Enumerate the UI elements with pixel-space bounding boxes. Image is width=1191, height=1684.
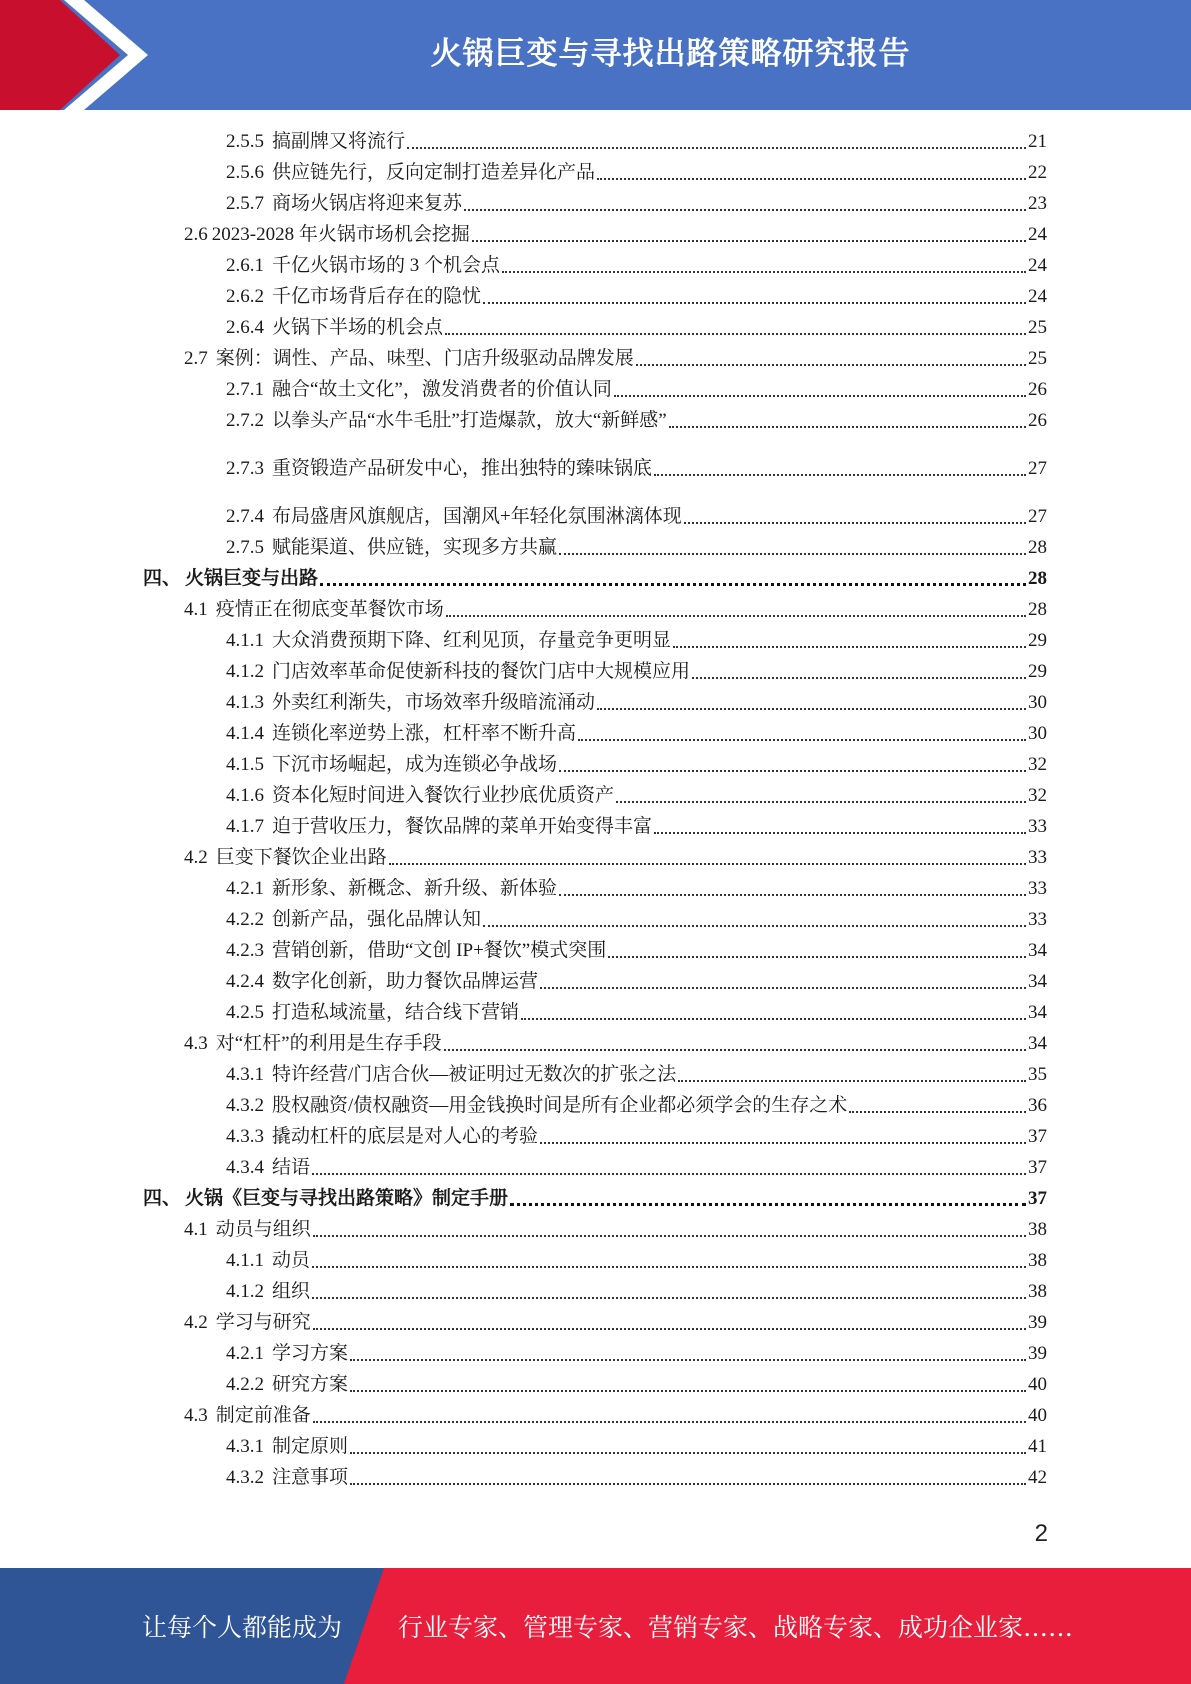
toc-entry-page: 37	[1028, 1157, 1047, 1178]
toc-entry-page: 29	[1028, 630, 1047, 651]
toc-entry-number: 2.7.4	[226, 506, 264, 527]
toc-entry[interactable]	[226, 1340, 1047, 1368]
toc-dot-leader	[597, 177, 1026, 180]
toc-entry[interactable]	[226, 1278, 1047, 1306]
toc-entry[interactable]	[226, 782, 1047, 810]
toc-entry-page: 29	[1028, 661, 1047, 682]
toc-entry-title: 火锅下半场的机会点	[272, 317, 444, 338]
toc-entry-page: 24	[1028, 224, 1047, 245]
toc-entry-page: 23	[1028, 193, 1047, 214]
toc-entry-number: 4.3.3	[226, 1126, 264, 1147]
toc-entry-number: 2.6.2	[226, 286, 264, 307]
toc-entry-number: 四、	[143, 1188, 182, 1209]
toc-entry-title: 学习与研究	[215, 1312, 311, 1333]
toc-entry-number: 2.7	[184, 348, 208, 369]
toc-dot-leader	[616, 800, 1026, 803]
toc-entry-page: 33	[1028, 878, 1047, 899]
toc-entry-page: 25	[1028, 317, 1047, 338]
toc-entry-number: 4.3.1	[226, 1064, 264, 1085]
page-header	[0, 0, 1191, 110]
toc-entry-title: 新形象、新概念、新升级、新体验	[272, 878, 558, 899]
toc-entry-page: 41	[1028, 1436, 1047, 1457]
toc-entry[interactable]	[184, 1216, 1047, 1244]
toc-entry-page: 33	[1028, 847, 1047, 868]
toc-entry-title: 以拳头产品“水牛毛肚”打造爆款，放大“新鲜感”	[272, 410, 667, 431]
toc-entry[interactable]	[184, 596, 1047, 624]
toc-entry-title: 对“杠杆”的利用是生存手段	[215, 1033, 442, 1054]
toc-entry-title: 搞副牌又将流行	[272, 131, 406, 152]
toc-entry-number: 2.7.3	[226, 458, 264, 479]
toc-dot-leader	[614, 394, 1026, 397]
toc-entry-page: 25	[1028, 348, 1047, 369]
toc-entry[interactable]	[226, 1464, 1047, 1492]
toc-entry-number: 4.1.6	[226, 785, 264, 806]
toc-dot-leader	[472, 239, 1026, 242]
toc-entry-number: 4.1.2	[226, 661, 264, 682]
toc-entry-page: 26	[1028, 379, 1047, 400]
toc-entry[interactable]	[226, 875, 1047, 903]
toc-entry-number: 4.3.4	[226, 1157, 264, 1178]
toc-dot-leader	[692, 676, 1026, 679]
toc-entry-title: 制定前准备	[215, 1405, 311, 1426]
toc-entry[interactable]	[226, 1371, 1047, 1399]
toc-entry[interactable]	[226, 252, 1047, 280]
toc-entry-title: 连锁化率逆势上涨，杠杆率不断升高	[272, 723, 577, 744]
toc-entry-page: 22	[1028, 162, 1047, 183]
toc-entry-page: 42	[1028, 1467, 1047, 1488]
toc-entry[interactable]	[226, 1061, 1047, 1089]
toc-dot-leader	[464, 208, 1026, 211]
toc-entry-page: 40	[1028, 1405, 1047, 1426]
toc-entry-page: 34	[1028, 1033, 1047, 1054]
toc-entry-page: 34	[1028, 971, 1047, 992]
toc-dot-leader	[312, 1296, 1026, 1299]
toc-entry-page: 39	[1028, 1312, 1047, 1333]
toc-entry[interactable]	[226, 128, 1047, 156]
toc-dot-leader	[312, 1172, 1026, 1175]
toc-entry-title: 结语	[272, 1157, 311, 1178]
toc-entry-number: 4.1	[184, 1219, 208, 1240]
toc-entry-number: 2.5.7	[226, 193, 264, 214]
toc-entry-title: 制定原则	[272, 1436, 349, 1457]
toc-dot-leader	[483, 301, 1026, 304]
toc-dot-leader	[407, 146, 1026, 149]
toc-entry-number: 4.1.3	[226, 692, 264, 713]
toc-entry-number: 4.3.2	[226, 1095, 264, 1116]
toc-entry-page: 38	[1028, 1281, 1047, 1302]
toc-entry-title: 研究方案	[272, 1374, 349, 1395]
toc-dot-leader	[389, 862, 1026, 865]
toc-dot-leader	[350, 1482, 1026, 1485]
toc-dot-leader	[510, 1202, 1026, 1206]
toc-entry-number: 4.3.1	[226, 1436, 264, 1457]
toc-entry-number: 4.3	[184, 1405, 208, 1426]
toc-entry-page: 37	[1028, 1188, 1047, 1209]
toc-entry-title: 数字化创新，助力餐饮品牌运营	[272, 971, 539, 992]
toc-entry-title: 火锅巨变与出路	[185, 568, 319, 589]
toc-entry[interactable]	[226, 968, 1047, 996]
toc-entry-number: 2.5.6	[226, 162, 264, 183]
toc-dot-leader	[502, 270, 1026, 273]
toc-dot-leader	[559, 893, 1026, 896]
toc-dot-leader	[445, 332, 1026, 335]
toc-entry-title: 融合“故土文化”，激发消费者的价值认同	[272, 379, 612, 400]
toc-dot-leader	[669, 425, 1026, 428]
toc-dot-leader	[673, 645, 1026, 648]
toc-entry-page: 30	[1028, 692, 1047, 713]
toc-entry[interactable]	[226, 689, 1047, 717]
toc-entry-page: 38	[1028, 1219, 1047, 1240]
toc-entry-number: 4.2.1	[226, 878, 264, 899]
toc-dot-leader	[654, 831, 1026, 834]
toc-entry-number: 4.1.1	[226, 630, 264, 651]
toc-dot-leader	[483, 924, 1026, 927]
toc-entry-page: 32	[1028, 754, 1047, 775]
toc-entry-title: 大众消费预期下降、红利见顶，存量竞争更明显	[272, 630, 672, 651]
toc-entry[interactable]	[226, 455, 1047, 483]
toc-entry-number: 四、	[143, 568, 182, 589]
toc-entry-title: 赋能渠道、供应链，实现多方共赢	[272, 537, 558, 558]
toc-entry-title: 下沉市场崛起，成为连锁必争战场	[272, 754, 558, 775]
toc-entry-number: 4.2.1	[226, 1343, 264, 1364]
toc-entry[interactable]	[226, 1092, 1047, 1120]
toc-dot-leader	[578, 738, 1026, 741]
toc-dot-leader	[559, 769, 1026, 772]
toc-entry-title: 火锅《巨变与寻找出路策略》制定手册	[185, 1188, 509, 1209]
footer-slogan-right: 行业专家、管理专家、营销专家、战略专家、成功企业家……	[398, 1613, 1074, 1642]
toc-entry[interactable]	[226, 1123, 1047, 1151]
document-title: 火锅巨变与寻找出路策略研究报告	[430, 36, 911, 72]
toc-entry-number: 2.7.5	[226, 537, 264, 558]
toc-entry-number: 2.6.1	[226, 255, 264, 276]
toc-entry-title: 外卖红利渐失，市场效率升级暗流涌动	[272, 692, 596, 713]
toc-entry[interactable]	[226, 283, 1047, 311]
toc-entry-number: 2.7.1	[226, 379, 264, 400]
toc-entry[interactable]	[143, 565, 1047, 593]
toc-entry-number: 4.1.4	[226, 723, 264, 744]
toc-entry[interactable]	[226, 534, 1047, 562]
toc-entry[interactable]	[184, 1309, 1047, 1337]
toc-entry-number: 4.1	[184, 599, 208, 620]
toc-dot-leader	[313, 1420, 1026, 1423]
toc-entry-number: 4.3	[184, 1033, 208, 1054]
toc-entry-number: 4.2	[184, 847, 208, 868]
toc-dot-leader	[350, 1451, 1026, 1454]
toc-entry-page: 35	[1028, 1064, 1047, 1085]
toc-entry-page: 32	[1028, 785, 1047, 806]
toc-entry-page: 28	[1028, 568, 1047, 589]
toc-dot-leader	[678, 1079, 1026, 1082]
toc-dot-leader	[320, 582, 1026, 586]
toc-entry-page: 28	[1028, 537, 1047, 558]
toc-entry-number: 4.1.7	[226, 816, 264, 837]
toc-entry-title: 撬动杠杆的底层是对人心的考验	[272, 1126, 539, 1147]
toc-entry-page: 24	[1028, 255, 1047, 276]
toc-entry[interactable]	[226, 407, 1047, 435]
toc-entry-number: 2.5.5	[226, 131, 264, 152]
toc-dot-leader	[597, 707, 1026, 710]
toc-entry-title: 商场火锅店将迎来复苏	[272, 193, 463, 214]
toc-entry[interactable]	[226, 376, 1047, 404]
toc-dot-leader	[444, 1048, 1026, 1051]
toc-entry[interactable]	[143, 1185, 1047, 1213]
toc-entry-page: 27	[1028, 506, 1047, 527]
toc-entry-number: 2.6	[184, 224, 208, 245]
toc-entry-page: 37	[1028, 1126, 1047, 1147]
page-number: 2	[1034, 1520, 1048, 1547]
toc-entry-title: 股权融资/债权融资—用金钱换时间是所有企业都必须学会的生存之术	[272, 1095, 848, 1116]
toc-entry[interactable]	[226, 1154, 1047, 1182]
toc-entry-title: 重资锻造产品研发中心，推出独特的臻味锅底	[272, 458, 653, 479]
toc-entry-number: 2.7.2	[226, 410, 264, 431]
toc-entry[interactable]	[226, 906, 1047, 934]
toc-dot-leader	[608, 955, 1026, 958]
toc-dot-leader	[312, 1265, 1026, 1268]
toc-entry-page: 27	[1028, 458, 1047, 479]
toc-entry-number: 2.6.4	[226, 317, 264, 338]
toc-entry-title: 供应链先行，反向定制打造差异化产品	[272, 162, 596, 183]
toc-entry[interactable]	[184, 221, 1047, 249]
toc-entry-title: 千亿市场背后存在的隐忧	[272, 286, 482, 307]
toc-dot-leader	[350, 1389, 1026, 1392]
toc-entry-title: 组织	[272, 1281, 311, 1302]
toc-entry[interactable]	[226, 627, 1047, 655]
toc-entry-page: 33	[1028, 816, 1047, 837]
toc-entry-page: 34	[1028, 1002, 1047, 1023]
toc-entry[interactable]	[226, 999, 1047, 1027]
toc-entry-page: 26	[1028, 410, 1047, 431]
toc-entry[interactable]	[226, 813, 1047, 841]
toc-entry-title: 迫于营收压力，餐饮品牌的菜单开始变得丰富	[272, 816, 653, 837]
toc-entry[interactable]	[226, 937, 1047, 965]
toc-entry-number: 4.1.1	[226, 1250, 264, 1271]
toc-entry-page: 34	[1028, 940, 1047, 961]
toc-entry-number: 4.2.2	[226, 909, 264, 930]
toc-entry-title: 资本化短时间进入餐饮行业抄底优质资产	[272, 785, 615, 806]
toc-entry-page: 36	[1028, 1095, 1047, 1116]
toc-entry-title: 2023-2028 年火锅市场机会挖掘	[211, 224, 470, 245]
toc-dot-leader	[313, 1327, 1026, 1330]
toc-entry[interactable]	[226, 1247, 1047, 1275]
toc-entry-title: 学习方案	[272, 1343, 349, 1364]
toc-entry-number: 4.1.5	[226, 754, 264, 775]
toc-entry[interactable]	[226, 190, 1047, 218]
toc-entry[interactable]	[184, 345, 1047, 373]
toc-entry-title: 特许经营/门店合伙—被证明过无数次的扩张之法	[272, 1064, 677, 1085]
toc-dot-leader	[350, 1358, 1026, 1361]
toc-dot-leader	[636, 363, 1026, 366]
toc-entry[interactable]	[226, 1433, 1047, 1461]
toc-dot-leader	[684, 521, 1026, 524]
toc-entry[interactable]	[226, 720, 1047, 748]
toc-entry[interactable]	[184, 1030, 1047, 1058]
toc-dot-leader	[521, 1017, 1026, 1020]
toc-entry[interactable]	[226, 314, 1047, 342]
toc-entry[interactable]	[226, 751, 1047, 779]
toc-entry-page: 39	[1028, 1343, 1047, 1364]
toc-entry-page: 38	[1028, 1250, 1047, 1271]
toc-entry-title: 布局盛唐风旗舰店，国潮风+年轻化氛围淋漓体现	[272, 506, 682, 527]
toc-entry[interactable]	[184, 1402, 1047, 1430]
toc-entry-title: 门店效率革命促使新科技的餐饮门店中大规模应用	[272, 661, 691, 682]
toc-entry[interactable]	[184, 844, 1047, 872]
toc-entry-title: 案例：调性、产品、味型、门店升级驱动品牌发展	[215, 348, 634, 369]
toc-entry[interactable]	[226, 658, 1047, 686]
toc-dot-leader	[849, 1110, 1026, 1113]
toc-entry-title: 巨变下餐饮企业出路	[215, 847, 387, 868]
toc-entry-title: 疫情正在彻底变革餐饮市场	[215, 599, 444, 620]
toc-dot-leader	[446, 614, 1026, 617]
toc-entry-title: 动员与组织	[215, 1219, 311, 1240]
toc-dot-leader	[559, 552, 1026, 555]
page-footer	[0, 1568, 1191, 1684]
toc-dot-leader	[540, 986, 1026, 989]
toc-entry-title: 动员	[272, 1250, 311, 1271]
toc-entry[interactable]	[226, 159, 1047, 187]
toc-dot-leader	[313, 1234, 1026, 1237]
toc-entry-page: 24	[1028, 286, 1047, 307]
toc-dot-leader	[540, 1141, 1026, 1144]
toc-entry-page: 33	[1028, 909, 1047, 930]
toc-entry-page: 40	[1028, 1374, 1047, 1395]
toc-entry-page: 21	[1028, 131, 1047, 152]
toc-entry-number: 4.2.3	[226, 940, 264, 961]
toc-entry-number: 4.3.2	[226, 1467, 264, 1488]
toc-entry-title: 创新产品，强化品牌认知	[272, 909, 482, 930]
toc-entry[interactable]	[226, 503, 1047, 531]
toc-entry-title: 打造私域流量，结合线下营销	[272, 1002, 520, 1023]
toc-entry-number: 4.1.2	[226, 1281, 264, 1302]
toc-entry-number: 4.2.2	[226, 1374, 264, 1395]
toc-entry-number: 4.2.4	[226, 971, 264, 992]
toc-entry-page: 28	[1028, 599, 1047, 620]
toc-entry-title: 注意事项	[272, 1467, 349, 1488]
toc-entry-title: 营销创新，借助“文创 IP+餐饮”模式突围	[272, 940, 607, 961]
toc-dot-leader	[654, 473, 1026, 476]
toc-entry-page: 30	[1028, 723, 1047, 744]
toc-entry-title: 千亿火锅市场的 3 个机会点	[272, 255, 501, 276]
footer-slogan-left: 让每个人都能成为	[142, 1613, 343, 1642]
toc-entry-number: 4.2	[184, 1312, 208, 1333]
toc-entry-number: 4.2.5	[226, 1002, 264, 1023]
